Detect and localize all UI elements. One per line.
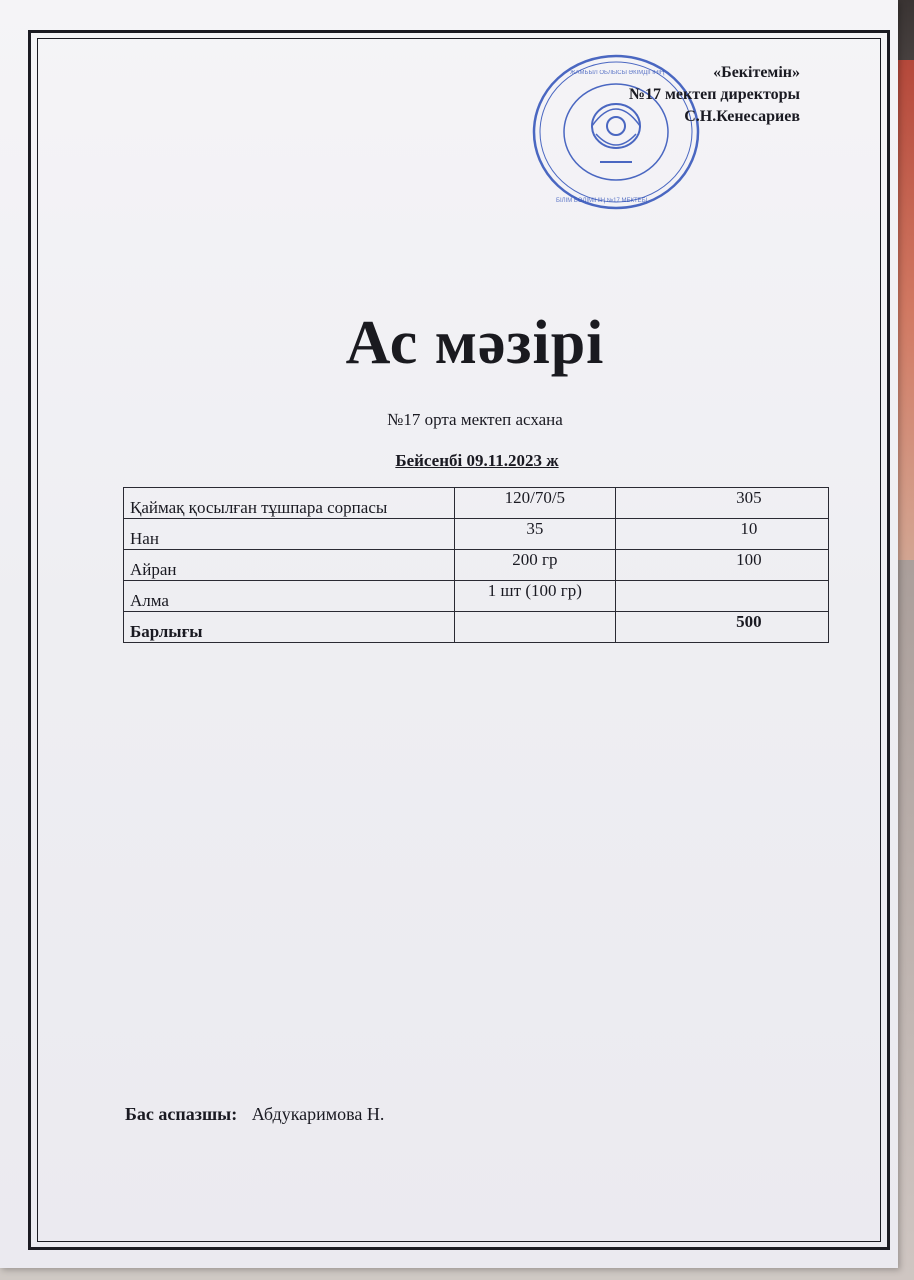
svg-text:БІЛІМ БӨЛІМІНІҢ №17 МЕКТЕБІ: БІЛІМ БӨЛІМІНІҢ №17 МЕКТЕБІ xyxy=(556,198,648,204)
total-portion xyxy=(454,612,615,643)
table-row xyxy=(124,488,829,519)
approval-block xyxy=(629,62,800,128)
portion-cell: 1 шт (100 гр) xyxy=(454,581,615,612)
chef-label: Бас аспазшы: xyxy=(125,1104,238,1124)
dish-cell: Нан xyxy=(124,519,455,550)
menu-table xyxy=(123,487,829,643)
table-row xyxy=(124,519,829,550)
approval-position: №17 мектеп директоры xyxy=(628,86,800,103)
document-title: Ас мәзірі xyxy=(345,309,605,377)
approval-heading: «Бекітемін» xyxy=(713,64,800,81)
school-name: №17 орта мектеп асхана xyxy=(387,410,563,429)
dish-cell: Айран xyxy=(124,550,455,581)
total-row xyxy=(124,612,829,643)
price-cell: 100 xyxy=(615,550,828,581)
portion-cell: 35 xyxy=(454,519,615,550)
portion-cell: 120/70/5 xyxy=(454,488,615,519)
dish-cell: Қаймақ қосылған тұшпара сорпасы xyxy=(124,488,455,519)
approval-signatory: С.Н.Кенесариев xyxy=(684,108,800,125)
svg-text:ЖАМБЫЛ ОБЛЫСЫ ӘКІМДІГІНІҢ: ЖАМБЫЛ ОБЛЫСЫ ӘКІМДІГІНІҢ xyxy=(570,70,665,76)
menu-date: Бейсенбі 09.11.2023 ж xyxy=(395,451,559,470)
price-cell: 10 xyxy=(615,519,828,550)
portion-cell: 200 гр xyxy=(454,550,615,581)
table-row xyxy=(124,550,829,581)
total-label: Барлығы xyxy=(124,612,455,643)
price-cell: 305 xyxy=(615,488,828,519)
price-cell xyxy=(615,581,828,612)
total-price: 500 xyxy=(615,612,828,643)
chef-name: Абдукаримова Н. xyxy=(251,1104,385,1124)
dish-cell: Алма xyxy=(124,581,455,612)
table-row xyxy=(124,581,829,612)
chef-signature-line xyxy=(125,1104,384,1125)
